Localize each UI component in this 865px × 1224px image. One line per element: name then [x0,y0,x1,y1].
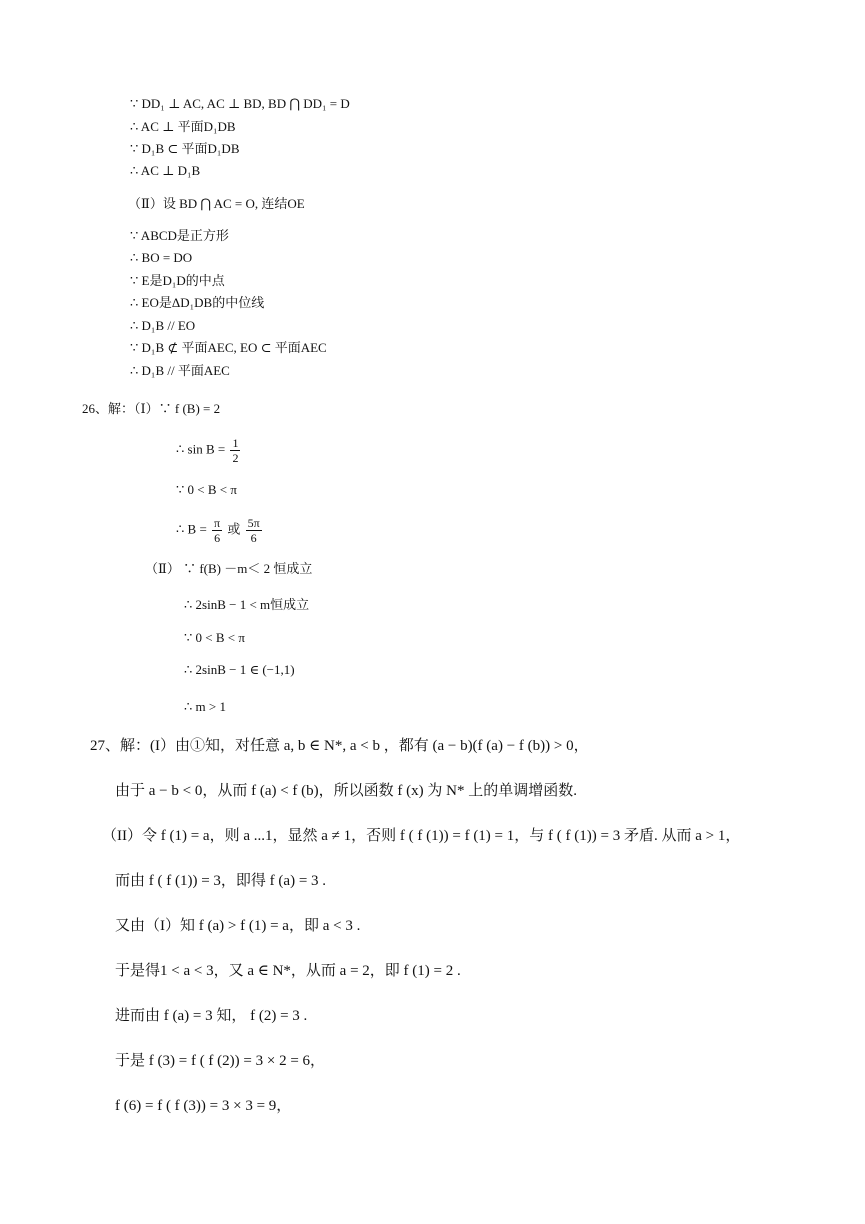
q27-line: 又由（I）知 f (a) > f (1) = a，即 a < 3 . [115,918,361,934]
proof-line: ∴ D₁B // 平面AEC [130,363,230,378]
q27-line: 27、解：(I）由①知，对任意 a, b ∈ N*, a < b ，都有 (a − b)(f (a) − f (b)) > 0， [90,738,589,754]
proof-line: ∴ D₁B // EO [130,318,196,333]
fraction-numerator: 5π [247,516,260,530]
proof-line: ∵ E是D₁D的中点 [130,273,225,288]
q26-B-line [176,516,264,545]
fraction [230,436,240,465]
q27-line: 而由 f ( f (1)) = 3，即得 f (a) = 3 . [115,873,327,889]
fraction [212,516,222,545]
q26-sinB-line [176,436,242,465]
q26-or-text: 或 [227,521,241,537]
q26-sinB-prefix: ∴ sin B = [176,441,226,457]
fraction [246,516,262,545]
q26-B-prefix: ∴ B = [176,521,207,537]
fraction-denominator: 2 [232,451,239,465]
fraction-numerator: π [214,516,221,530]
q27-line: 由于 a − b < 0，从而 f (a) < f (b)，所以函数 f (x) 为 N* 上的单调增函数. [115,783,577,799]
proof-line: ∵ ABCD是正方形 [130,228,229,243]
proof-line: ∴ BO = DO [130,250,193,265]
q26-line: ∴ 2sinB − 1 < m恒成立 [184,597,310,612]
q27-line: 于是 f (3) = f ( f (2)) = 3 × 2 = 6， [115,1053,326,1069]
q26-line: ∴ 2sinB − 1 ∈ (−1,1) [184,662,295,677]
q27-line: 于是得1 < a < 3，又 a ∈ N*，从而 a = 2，即 f (1) = 2 . [115,963,461,979]
q27-line: f (6) = f ( f (3)) = 3 × 3 = 9， [115,1098,292,1114]
fraction-denominator: 6 [250,531,257,545]
q27-line: 进而由 f (a) = 3 知， f (2) = 3 . [115,1008,308,1024]
q26-line: ∴ m > 1 [184,699,226,714]
proof-line: ∴ AC ⊥ 平面D₁DB [130,119,236,134]
proof-line: ∴ EO是ΔD₁DB的中位线 [130,295,265,310]
fraction-numerator: 1 [232,436,239,450]
q26-line: ∵ 0 < B < π [184,630,245,645]
q26-heading: 26、解：（Ⅰ）∵ f (B) = 2 [82,401,221,416]
q27-line: （II）令 f (1) = a，则 a ...1，显然 a ≠ 1，否则 f ( f (1)) = f (1) = 1，与 f ( f (1)) = 3 矛盾. 从而 a > 1， [102,828,741,844]
proof-line: ∵ DD₁ ⊥ AC, AC ⊥ BD, BD ⋂ DD₁ = D [130,96,350,111]
proof-line: ∴ AC ⊥ D₁B [130,163,201,178]
q26-part2-heading: （Ⅱ） ∵ f(B) －m＜ 2 恒成立 [145,561,313,576]
proof-line: ∵ D₁B ⊂ 平面D₁DB [130,141,240,156]
fraction-denominator: 6 [214,531,221,545]
proof-line: ∵ D₁B ⊄ 平面AEC, EO ⊂ 平面AEC [130,340,327,355]
part2-heading: （Ⅱ）设 BD ⋂ AC = O, 连结OE [128,196,305,211]
q26-range-line: ∵ 0 < B < π [176,482,237,497]
